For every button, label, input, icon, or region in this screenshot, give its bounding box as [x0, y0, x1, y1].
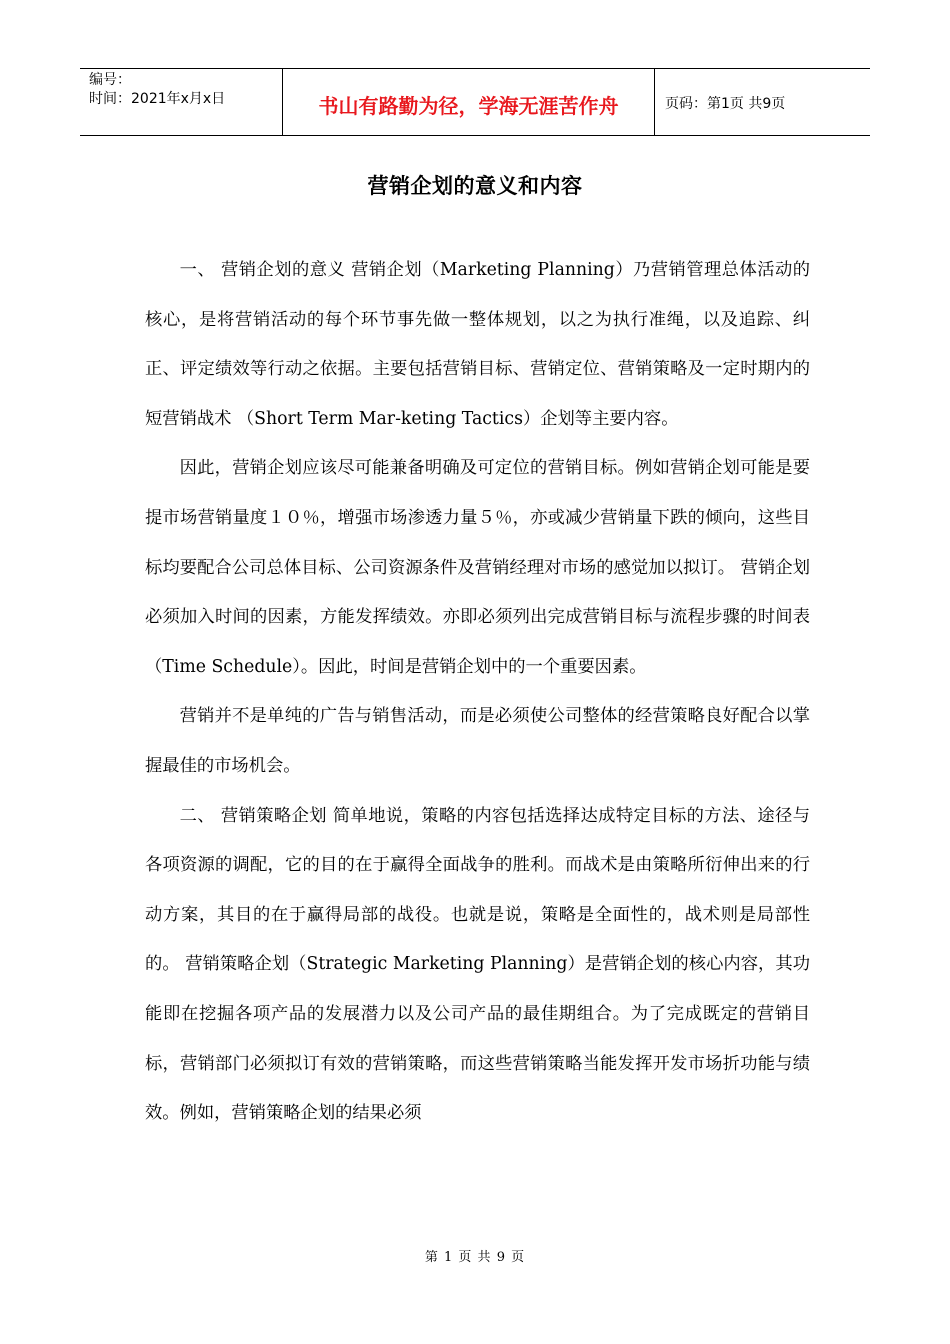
paragraph: 因此，营销企划应该尽可能兼备明确及可定位的营销目标。例如营销企划可能是要提市场营销量度１０％，增强市场渗透力量５％，亦或减少营销量下跌的倾向，这些目标均要配合公司总体目标、公司资源条件及营销经理对市场的感觉加以拟订。 营销企划必须加入时间的因素，方能发挥绩效。亦即必须列出完成营销目标与流程步骤的时间表（Time Schedule）。因此，时间是营销企划中的一个重要因素。 — [145, 458, 810, 677]
document-time-label: 时间：2021年x月x日 — [89, 91, 226, 107]
paragraph: 营销并不是单纯的广告与销售活动，而是必须使公司整体的经营策略良好配合以掌握最佳的市场机会。 — [145, 706, 810, 776]
document-body — [145, 246, 810, 1139]
document-number-label: 编号： — [89, 72, 131, 88]
document-title: 营销企划的意义和内容 — [367, 174, 583, 198]
paragraph: 二、 营销策略企划 简单地说，策略的内容包括选择达成特定目标的方法、途径与各项资源的调配，它的目的在于赢得全面战争的胜利。而战术是由策略所衍伸出来的行动方案，其目的在于赢得局部的战役。也就是说，策略是全面性的，战术则是局部性的。 营销策略企划（Strategic Marketing Planning）是营销企划的核心内容，其功能即在挖掘各项产品的发展潜力以及公司产品的最佳期组合。为了完成既定的营销目标，营销部门必须拟订有效的营销策略，而这些营销策略当能发挥开发市场折功能与绩效。例如，营销策略企划的结果必须 — [145, 805, 810, 1124]
paragraph: 一、 营销企划的意义 营销企划（Marketing Planning）乃营销管理总体活动的核心，是将营销活动的每个环节事先做一整体规划，以之为执行准绳，以及追踪、纠正、评定绩效等行动之依据。主要包括营销目标、营销定位、营销策略及一定时期内的短营销战术 （Short Term Mar-keting Tactics）企划等主要内容。 — [145, 260, 810, 429]
header-meta — [80, 69, 282, 135]
page-footer: 第 1 页 共 9 页 — [424, 1250, 526, 1265]
header-page-label: 页码：第1页 共9页 — [665, 96, 786, 112]
page-header — [80, 68, 870, 136]
header-motto: 书山有路勤为径，学海无涯苦作舟 — [282, 69, 655, 135]
